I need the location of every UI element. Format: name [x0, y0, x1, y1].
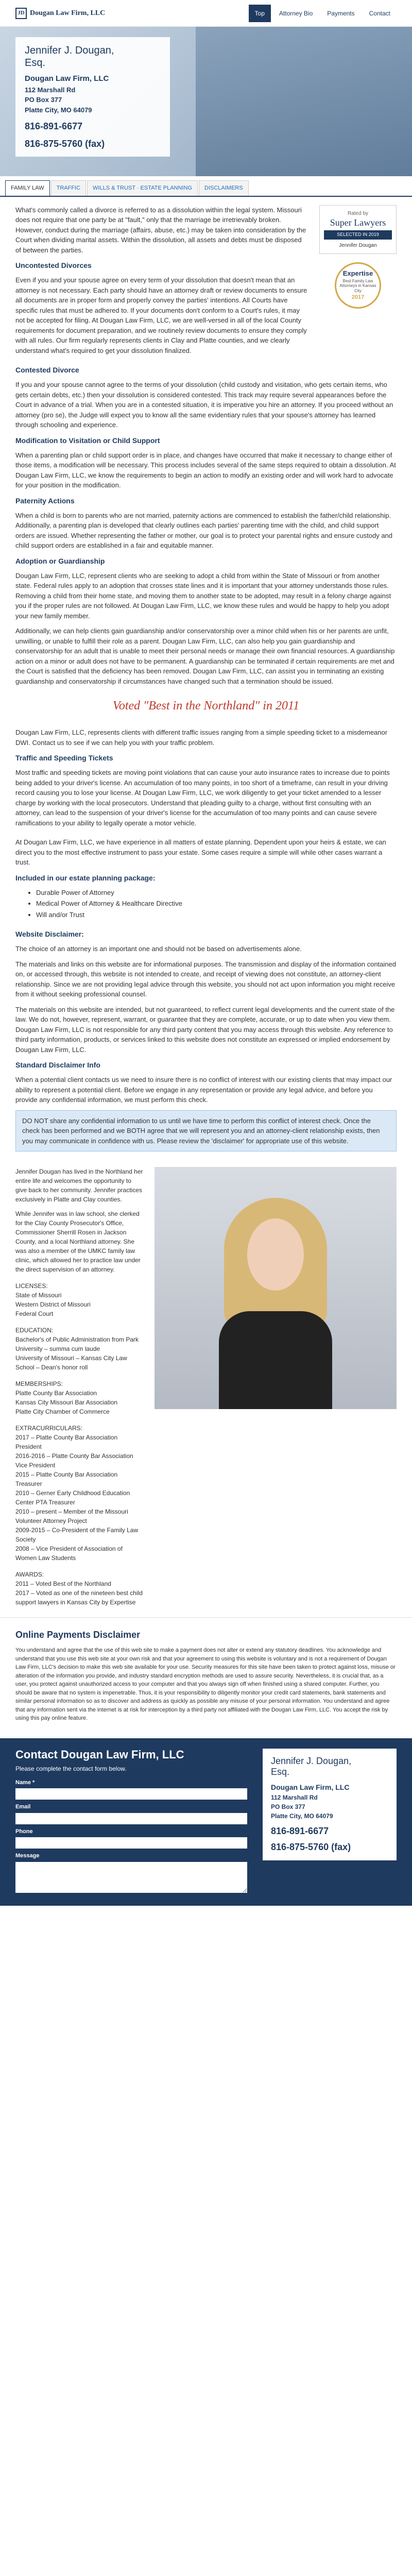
disclaimer-p2: The materials and links on this website are for informational purposes. The transmission and display of the information contained on, or accessed through, this website is not intended to create, and receipt of viewing does not constitute, an attorney-client relationship. Since we are not providing legal advice through this website, you should not act upon information you might receive from it without seeking professional counsel. — [15, 960, 396, 998]
contact-card — [263, 1749, 397, 1860]
card-address3: Platte City, MO 64079 — [271, 1812, 333, 1820]
logo-mark-icon: JD — [15, 8, 27, 19]
name-input[interactable] — [15, 1788, 247, 1800]
paternity-heading: Paternity Actions — [15, 496, 75, 505]
card-phone[interactable]: 816-891-6677 — [271, 1825, 329, 1836]
email-input[interactable] — [15, 1813, 247, 1824]
adoption-text-1: Dougan Law Firm, LLC, represent clients who are seeking to adopt a child from within the State of Missouri or from another state. Federal rules apply to an adoption that crosses state lines and it is important that your attorney understands those rules. Removing a child from their home state, and moving them to another state to be adopted, may result in a felony charge against you if the proper rules are not followed. At Dougan Law Firm, LLC, we know these rules and would be happy to help you adopt your new family member. — [15, 571, 391, 620]
card-address2: PO Box 377 — [271, 1803, 305, 1810]
hero-name-line1: Jennifer J. Dougan, — [25, 45, 114, 56]
disclaimer-section — [15, 929, 397, 1151]
extracurriculars-heading: EXTRACURRICULARS: — [15, 1425, 83, 1432]
super-lawyers-badge[interactable] — [319, 205, 397, 254]
payments-heading: Online Payments Disclaimer — [15, 1630, 141, 1640]
contested-section — [15, 365, 397, 686]
card-address1: 112 Marshall Rd — [271, 1793, 318, 1801]
nav-top[interactable]: Top — [249, 5, 271, 22]
estate-text: At Dougan Law Firm, LLC, we have experience in all matters of estate planning. Dependent upon your heirs & estate, we can direct you to the most effective instrument to pass your estate. Some cases require a simple will while other cases warrant a trust. — [15, 838, 386, 866]
tab-family-law[interactable]: FAMILY LAW — [5, 180, 50, 196]
practice-tabs — [0, 180, 412, 197]
name-label: Name * — [15, 1779, 35, 1786]
estate-list-heading: Included in our estate planning package: — [15, 873, 156, 882]
education-heading: EDUCATION: — [15, 1327, 54, 1334]
list-item: 2016-2016 – Platte County Bar Association Vice President — [15, 1452, 133, 1469]
conflict-check-note: DO NOT share any confidential information to us until we have time to perform this conflict of interest check. Once the check has been performed and we BOTH agree that we will represent you and an attorney-client relationship exists, then you may communicate in confidence with us. Please review the 'disclaimer' for appropriate use of this website. — [15, 1110, 397, 1152]
contact-heading: Contact Dougan Law Firm, LLC — [15, 1748, 184, 1761]
hero-contact-card — [15, 37, 170, 157]
list-item: 2010 – present – Member of the Missouri Volunteer Attorney Project — [15, 1508, 128, 1524]
disclaimer-p3: The materials on this website are intended, but not guaranteed, to reflect current legal developments and the current state of the law. We do not, however, represent, warrant, or guarantee that they are complete, accurate, or up to date when you view them. Dougan Law Firm, LLC is not responsible for any third party content that you may access through this website. Any reference to third party information, products, or services linked to this website does not constitute an expressed or implied endorsement by Dougan Law Firm, LLC. — [15, 1005, 395, 1054]
bio-p2: While Jennifer was in law school, she clerked for the Clay County Prosecutor's Office, Commissioner Sherrill Rosen in Jackson County, and a local Northland attorney. She was also a member of the UMKC family law clinic, which allowed her to practice law under the direct supervision of an attorney. — [15, 1210, 141, 1273]
list-item: 2008 – Vice President of Association of Women Law Students — [15, 1545, 123, 1562]
main-content — [0, 197, 412, 1152]
list-item: 2011 – Voted Best of the Northland — [15, 1580, 111, 1587]
nav-contact[interactable]: Contact — [369, 9, 390, 17]
nav-payments[interactable]: Payments — [327, 9, 355, 17]
list-item: Western District of Missouri — [15, 1301, 91, 1308]
uncontested-heading: Uncontested Divorces — [15, 261, 92, 269]
contested-heading: Contested Divorce — [15, 366, 79, 374]
card-firm: Dougan Law Firm, LLC — [271, 1783, 350, 1791]
logo[interactable] — [15, 8, 105, 19]
list-item: Kansas City Missouri Bar Association — [15, 1399, 118, 1406]
standard-disclaimer-heading: Standard Disclaimer Info — [15, 1061, 100, 1069]
online-payments — [0, 1617, 412, 1733]
nav-attorney-bio[interactable]: Attorney Bio — [279, 9, 313, 17]
message-label: Message — [15, 1853, 40, 1859]
list-item: 2017 – Platte County Bar Association President — [15, 1434, 118, 1450]
hero-firm: Dougan Law Firm, LLC — [25, 74, 109, 83]
disclaimer-heading: Website Disclaimer: — [15, 930, 84, 938]
hero-address2: PO Box 377 — [25, 96, 62, 104]
paternity-text: When a child is born to parents who are not married, paternity actions are commenced to establish the father/child relationship. Additionally, a parenting plan is developed that clearly outlines each parties' parenting time with the child, and child support orders are issued. Whether representing the father or mother, our goal is to protect your parental rights and ensure custody and child support orders are established in a fair and equitable manner. — [15, 511, 393, 549]
attorney-bio — [0, 1167, 412, 1607]
estate-section — [15, 837, 397, 920]
awards-heading: AWARDS: — [15, 1571, 44, 1578]
attorney-photo — [154, 1167, 397, 1409]
voted-banner: Voted "Best in the Northland" in 2011 — [112, 699, 300, 713]
tab-traffic[interactable]: TRAFFIC — [51, 180, 86, 196]
top-nav — [0, 0, 412, 27]
badge-who: Jennifer Dougan — [339, 242, 377, 248]
logo-text: Dougan Law Firm, LLC — [30, 9, 106, 17]
list-item: 2009-2015 – Co-President of the Family Law Society — [15, 1527, 139, 1543]
list-item: Bachelor's of Public Administration from Park University – summa cum laude — [15, 1336, 139, 1352]
message-input[interactable] — [15, 1862, 247, 1893]
adoption-heading: Adoption or Guardianship — [15, 556, 105, 565]
traffic-heading: Traffic and Speeding Tickets — [15, 754, 113, 762]
badge-selected: SELECTED IN 2019 — [324, 230, 392, 240]
portrait-silhouette — [219, 1198, 332, 1409]
card-fax: 816-875-5760 (fax) — [271, 1842, 351, 1853]
list-item: State of Missouri — [15, 1292, 62, 1299]
tab-disclaimers[interactable]: DISCLAIMERS — [199, 180, 249, 196]
disclaimer-p1: The choice of an attorney is an important one and should not be based on advertisements alone. — [15, 945, 302, 953]
bio-text — [15, 1167, 144, 1607]
portrait-face — [247, 1218, 304, 1291]
list-item: 2017 – Voted as one of the nineteen best child support lawyers in Kansas City by Expertise — [15, 1589, 143, 1606]
payments-text: You understand and agree that the use of this web site to make a payment does not alter or extend any statutory deadlines. You acknowledge and understand that you use this web site at your own risk and that your agreement to using this website is voluntary and is not a requirement of Dougan Law Firm, LLC's decision to make this web site available for your use. Security measures for this site have been taken to protect against loss, misuse or alteration of the information you provide, and industry standard encryption methods are used to assure security. Nevertheless, it is crucial that, as a user, you protect against unauthorized access to your computer and that you always sign off when finished using a shared computer. Further, you should be aware that no system is impenetrable. Thus, it is your responsibility to diligently monitor your credit card statements, bank statements and similar personal information so as to discover and address as quickly as possible any misuse of your personal information. You understand and agree that any information sent via the internet is at risk for interception by a third party not affiliated with the Dougan Law Firm, LLC. You accept the risk by using this pay online feature. — [15, 1647, 396, 1721]
modification-text: When a parenting plan or child support order is in place, and changes have occurred that make it necessary to change either of those items, a modification will be necessary. This process includes several of the same steps required to obtain a dissolution. At Dougan Law Firm, LLC, we know the requirements to begin an action to modify an existing order and will work hard to advocate for your position in the modification. — [15, 451, 396, 489]
expertise-title: Expertise — [342, 269, 373, 278]
licenses-heading: LICENSES: — [15, 1282, 48, 1290]
standard-disclaimer-text: When a potential client contacts us we need to insure there is no conflict of interest with our existing clients that may impact our ability to represent a potential client. Before we engage in any representation or provide any legal advice, and before you provide any confidential information, we must perform this check. — [15, 1076, 392, 1104]
expertise-subtitle: Best Family Law Attorneys in Kansas City — [339, 278, 376, 293]
list-item: • Medical Power of Attorney & Healthcare Directive — [36, 899, 397, 909]
main-nav — [249, 5, 397, 22]
hero-fax: 816-875-5760 (fax) — [25, 138, 105, 149]
memberships-heading: MEMBERSHIPS: — [15, 1380, 63, 1387]
modification-heading: Modification to Visitation or Child Support — [15, 436, 160, 445]
bio-p1: Jennifer Dougan has lived in the Northland her entire life and welcomes the opportunity to give back to her community. Jennifer practices exclusively in Platte and Clay counties. — [15, 1168, 143, 1203]
list-item: Platte County Bar Association — [15, 1389, 97, 1397]
portrait-body — [219, 1311, 332, 1409]
traffic-text: Most traffic and speeding tickets are moving point violations that can cause your auto insurance rates to increase due to points being added to your driver's license. An accumulation of too many points, in too short of a timeframe, can result in your driving record causing you to lose your license. At Dougan Law Firm, LLC, we work diligently to get your ticket amended to a lesser charge by working with the local prosecutors. Understand that pleading guilty to a charge, without first consulting with an attorney, can lead to the suspension of your driver's license for the accumulation of too many points and can cause severe ramifications to your ability to legally operate a motor vehicle. — [15, 769, 390, 827]
hero-background — [196, 27, 412, 176]
list-item: Federal Court — [15, 1310, 54, 1317]
hero-name-line2: Esq. — [25, 57, 46, 69]
expertise-year: 2017 — [351, 294, 365, 301]
hero-phone[interactable]: 816-891-6677 — [25, 121, 83, 131]
card-name-line2: Esq. — [271, 1767, 290, 1777]
contact-form — [15, 1749, 247, 1896]
contact-section — [0, 1738, 412, 1906]
family-law-intro: What's commonly called a divorce is referred to as a dissolution within the legal system. Missouri does not require that one party be at "fault," only that the marriage be irretrievably broken. However, conduct during the marriage (affairs, abuse, etc.) may be taken into consideration by the Court when dividing marital assets. Within the dissolution, all assets and debts must be disposed of between the parties. — [15, 206, 306, 254]
list-item: • Will and/or Trust — [36, 910, 397, 920]
list-item: 2010 – Gerner Early Childhood Education Center PTA Treasurer — [15, 1489, 130, 1506]
badge-rated-by: Rated by — [347, 210, 369, 216]
phone-input[interactable] — [15, 1837, 247, 1849]
uncontested-text: Even if you and your spouse agree on every term of your dissolution that doesn't mean that an attorney is not necessary. Each party should have an attorney draft or review documents to ensure all documents are in proper form and properly convey the parties' intentions. All Courts have specific rules that must be adhered to. If your documents don't conform to a Court's rules, it may not be accepted for filing. At Dougan Law Firm, LLC, we are well-versed in all of the local County requirements for document preparation, and we routinely review documents to ensure they comply with all rules. Our firm regularly represents clients in Clay and Platte counties, and we clearly understand what's required to get your dissolution finalized. — [15, 276, 307, 354]
traffic-section — [15, 727, 397, 828]
list-item: Platte City Chamber of Commerce — [15, 1408, 110, 1415]
tab-wills-trust[interactable]: WILLS & TRUST · ESTATE PLANNING — [87, 180, 198, 196]
list-item: 2015 – Platte County Bar Association Treasurer — [15, 1471, 118, 1487]
list-item: University of Missouri – Kansas City Law School – Dean's honor roll — [15, 1354, 127, 1371]
phone-label: Phone — [15, 1828, 33, 1835]
badge-super-lawyers: Super Lawyers — [330, 217, 386, 228]
traffic-intro: Dougan Law Firm, LLC, represents clients with different traffic issues ranging from a simple speeding ticket to a misdemeanor DWI. Contact us to see if we can help you with your traffic problem. — [15, 728, 388, 747]
adoption-text-2: Additionally, we can help clients gain guardianship and/or conservatorship over a minor child when his or her parents are unfit, unwilling, or unable to fulfill their role as a parent. Dougan Law Firm, LLC, can also help you gain guardianship and conservatorship for an adult that is unable to meet their personal needs or manage their own financial resources. A guardianship action on a minor or adult does not have to be permanent. A guardianship can be terminated if certain requirements are met and the Court is satisfied that the deficiency has been removed. Dougan Law Firm, LLC, can assist you in terminating an existing guardianship and conservatorship if circumstances have changed such that a termination should be issued. — [15, 627, 395, 685]
contested-text: If you and your spouse cannot agree to the terms of your dissolution (child custody and visitation, who gets certain items, who gets certain debts, etc.) then your dissolution is considered contested. This track may require several appearances before the Court in advance of a trial. When you are in a contested situation, it is imperative you hire an attorney. If you proceed without an attorney (pro se), the Judge will expect you to know all the same evidentiary rules that your spouse's attorney has learned through schooling and experience. — [15, 381, 393, 429]
hero-address1: 112 Marshall Rd — [25, 86, 76, 94]
email-label: Email — [15, 1804, 31, 1810]
list-item: • Durable Power of Attorney — [36, 888, 397, 898]
award-badges — [319, 205, 397, 309]
hero-banner — [0, 27, 412, 176]
contact-intro: Please complete the contact form below. — [15, 1765, 127, 1772]
hero-address3: Platte City, MO 64079 — [25, 106, 92, 114]
card-name-line1: Jennifer J. Dougan, — [271, 1755, 352, 1766]
expertise-badge[interactable] — [335, 262, 381, 309]
estate-list — [36, 888, 397, 920]
